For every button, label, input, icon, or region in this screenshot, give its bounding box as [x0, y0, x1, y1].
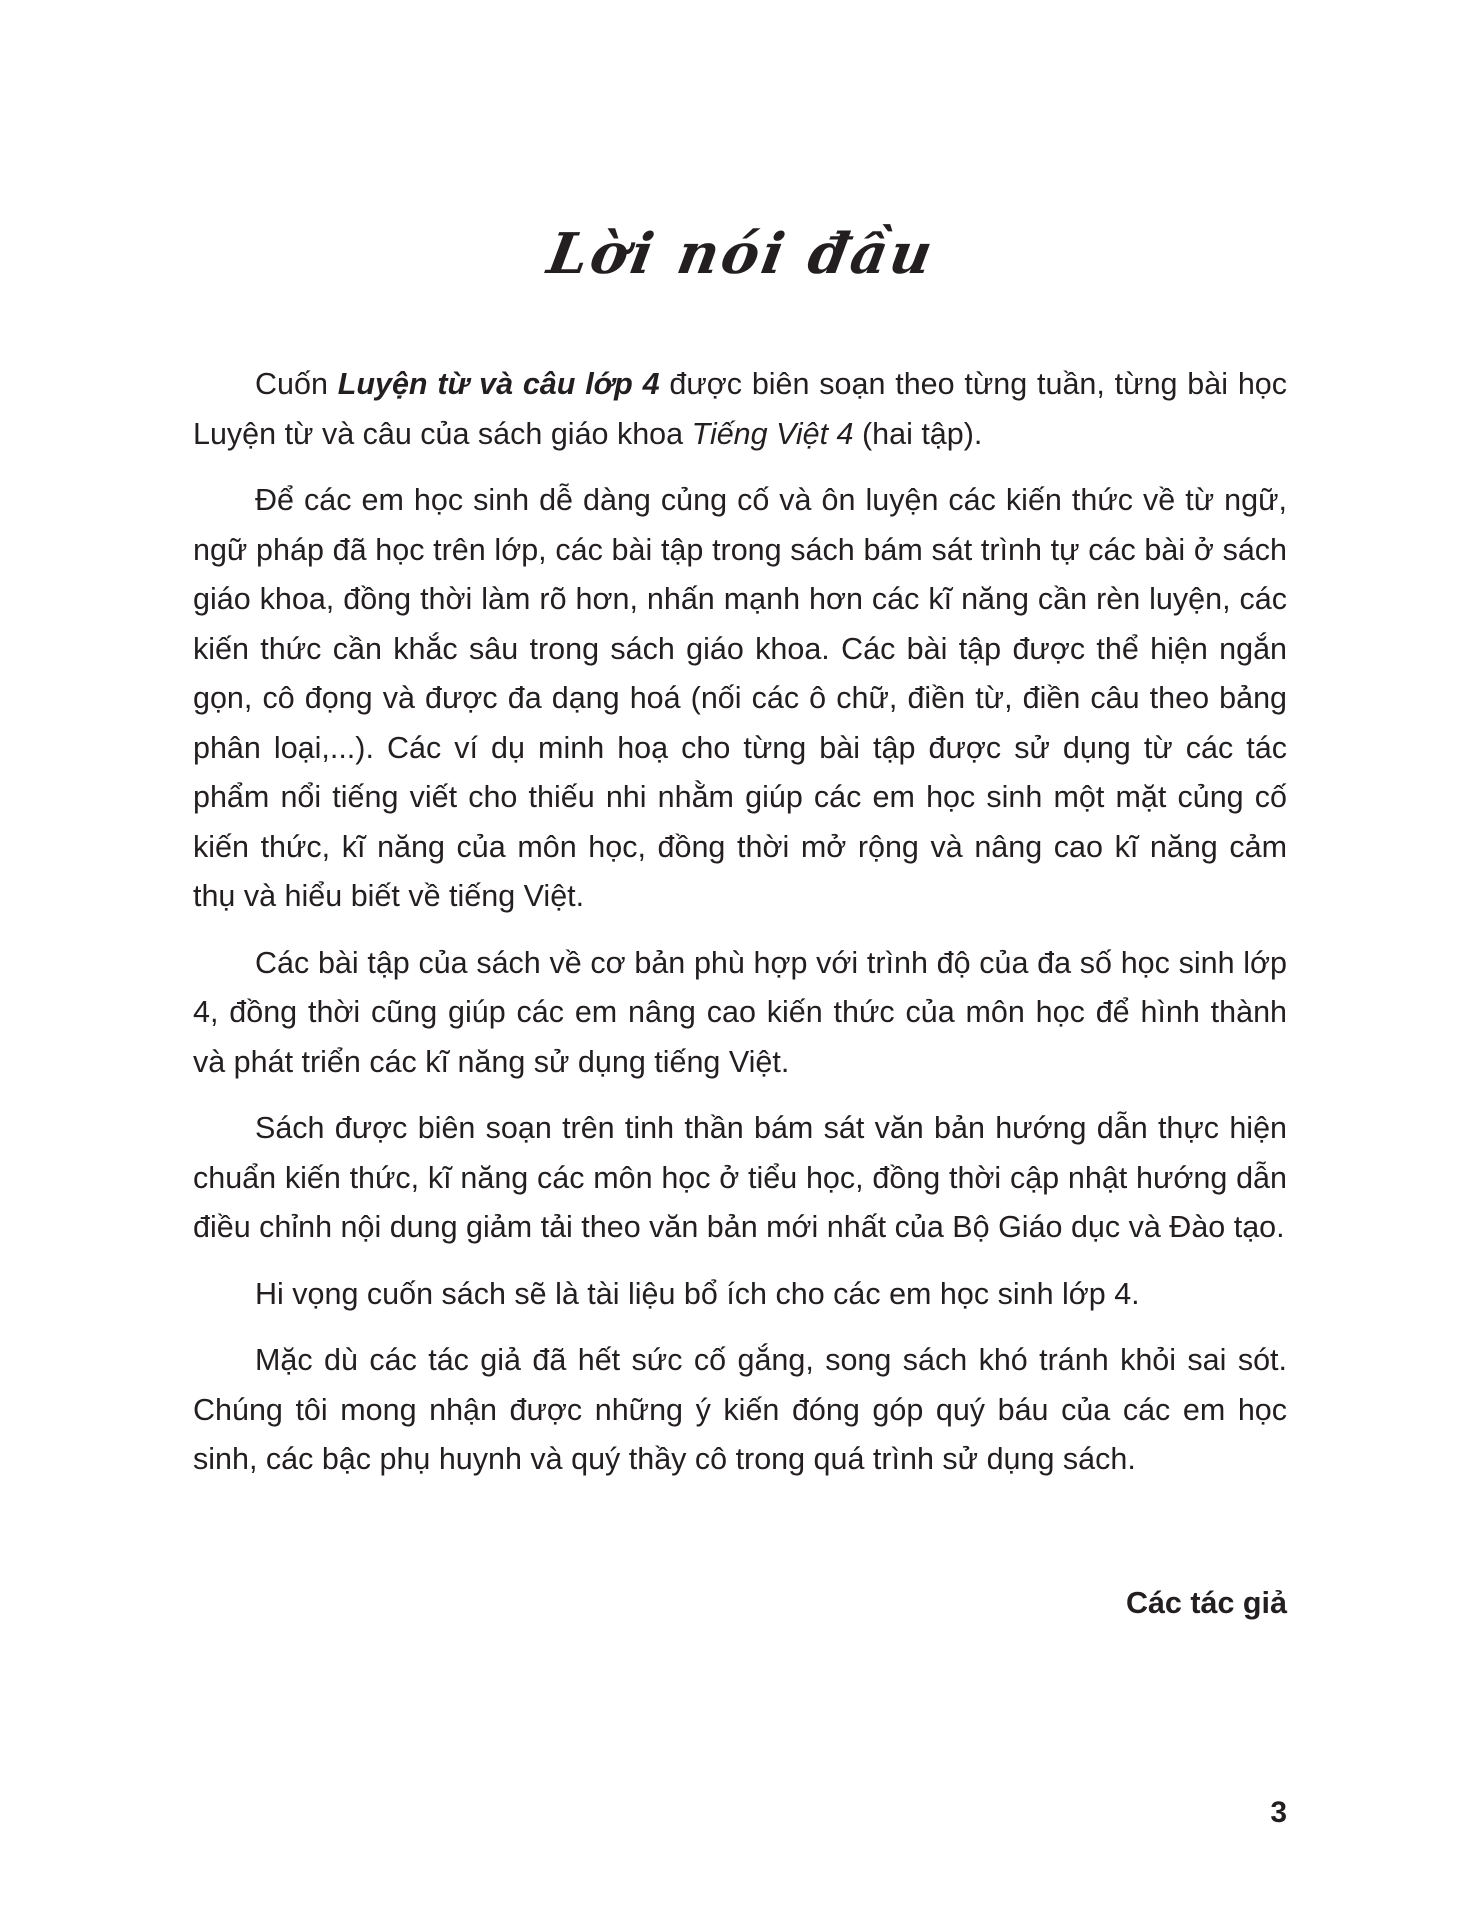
paragraph-feedback: Mặc dù các tác giả đã hết sức cố gắng, song sách khó tránh khỏi sai sót. Chúng tôi mong nhận được những ý kiến đóng góp quý báu của các em học sinh, các bậc phụ huynh và quý thầy cô trong quá trình sử dụng sách.: [193, 1343, 1287, 1476]
page-title: Lời nói đầu: [542, 221, 941, 287]
intro-text: Cuốn: [255, 367, 338, 401]
page-number: 3: [1270, 1796, 1287, 1829]
paragraph-standards: Sách được biên soạn trên tinh thần bám sát văn bản hướng dẫn thực hiện chuẩn kiến thức, kĩ năng các môn học ở tiểu học, đồng thời cập nhật hướng dẫn điều chỉnh nội dung giảm tải theo văn bản mới nhất của Bộ Giáo dục và Đào tạo.: [193, 1111, 1287, 1244]
author-signature: Các tác giả: [1125, 1586, 1287, 1620]
book-title: Luyện từ và câu lớp 4: [337, 367, 660, 401]
textbook-title: Tiếng Việt 4: [691, 416, 854, 451]
intro-middle-text: được biên soạn theo từng tuần, từng bài học Luyện từ và câu của sách giáo khoa: [193, 367, 1287, 451]
intro-end-text: (hai tập).: [853, 416, 983, 451]
preface-body: [193, 360, 1287, 1502]
paragraph-purpose: Để các em học sinh dễ dàng củng cố và ôn luyện các kiến thức về từ ngữ, ngữ pháp đã học trên lớp, các bài tập trong sách bám sát trình tự các bài ở sách giáo khoa, đồng thời làm rõ hơn, nhấn mạnh hơn các kĩ năng cần rèn luyện, các kiến thức cần khắc sâu trong sách giáo khoa. Các bài tập được thể hiện ngắn gọn, cô đọng và được đa dạng hoá (nối các ô chữ, điền từ, điền câu theo bảng phân loại,...). Các ví dụ minh hoạ cho từng bài tập được sử dụng từ các tác phẩm nổi tiếng viết cho thiếu nhi nhằm giúp các em học sinh một mặt củng cố kiến thức, kĩ năng của môn học, đồng thời mở rộng và nâng cao kĩ năng cảm thụ và hiểu biết về tiếng Việt.: [193, 483, 1287, 913]
paragraph-level: Các bài tập của sách về cơ bản phù hợp với trình độ của đa số học sinh lớp 4, đồng thời cũng giúp các em nâng cao kiến thức của môn học để hình thành và phát triển các kĩ năng sử dụng tiếng Việt.: [193, 945, 1287, 1079]
paragraph-intro: [193, 360, 1287, 459]
paragraph-hope: Hi vọng cuốn sách sẽ là tài liệu bổ ích cho các em học sinh lớp 4.: [255, 1276, 1140, 1311]
